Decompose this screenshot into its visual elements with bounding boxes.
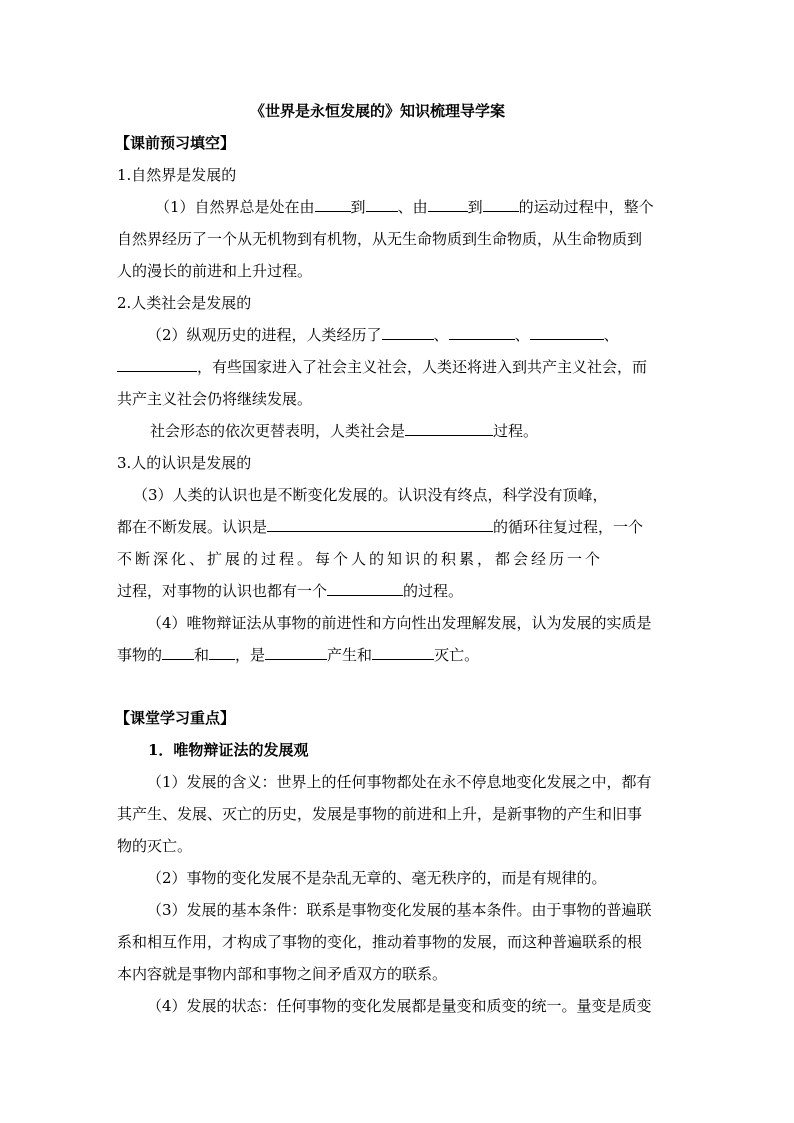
section-heading-class: 【课堂学习重点】	[115, 709, 236, 727]
paragraph-cognition-line1: （3）人类的认识也是不断变化发展的。认识没有终点，科学没有顶峰，	[133, 486, 608, 504]
fill-blank[interactable]	[382, 325, 434, 340]
paragraph-condition-line3: 本内容就是事物内部和事物之间矛盾双方的联系。	[117, 965, 448, 983]
paragraph-essence-line2	[117, 645, 479, 665]
text: 到	[467, 198, 483, 216]
text: 事物的	[117, 646, 163, 664]
paragraph-cognition-line2	[117, 517, 643, 537]
fill-blank[interactable]	[267, 517, 493, 532]
fill-blank[interactable]	[162, 645, 194, 660]
paragraph-nature-line3: 人的漫长的前进和上升过程。	[117, 262, 313, 280]
paragraph-society-form	[150, 421, 538, 441]
fill-blank[interactable]	[265, 645, 327, 660]
paragraph-cognition-line3: 不断深化、扩展的过程。每个人的知识的积累，都会经历一个	[117, 550, 604, 568]
text: 、	[514, 326, 530, 344]
text: 产生和	[327, 646, 373, 664]
fill-blank[interactable]	[372, 645, 434, 660]
text: ，是	[235, 646, 266, 664]
paragraph-state-line1: （4）发展的状态：任何事物的变化发展都是量变和质变的统一。量变是质变	[147, 997, 652, 1015]
paragraph-society-line2	[117, 357, 647, 377]
fill-blank[interactable]	[405, 421, 493, 436]
section-heading-preview: 【课前预习填空】	[115, 134, 236, 152]
text: （1）自然界总是处在由	[155, 198, 315, 216]
paragraph-meaning-line1: （1）发展的含义：世界上的任何事物都处在永不停息地变化发展之中，都有	[147, 773, 652, 791]
text: 、	[603, 326, 619, 344]
subsection-heading-nature: 1.自然界是发展的	[117, 166, 237, 184]
text: 的运动过程中，整个	[518, 198, 654, 216]
text: 过程。	[493, 422, 539, 440]
text: 都在不断发展。认识是	[117, 518, 268, 536]
fill-blank[interactable]	[428, 197, 468, 212]
text: 、	[433, 326, 449, 344]
fill-blank[interactable]	[530, 325, 604, 340]
text: 灭亡。	[434, 646, 480, 664]
page-title: 《世界是永恒发展的》知识梳理导学案	[250, 102, 506, 120]
paragraph-nature-line1	[155, 197, 654, 217]
paragraph-meaning-line3: 物的灭亡。	[117, 837, 193, 855]
paragraph-nature-line2: 自然界经历了一个从无机物到有机物，从无生命物质到生命物质，从生命物质到	[117, 230, 643, 248]
fill-blank[interactable]	[209, 645, 235, 660]
subsection-heading-development-view: 1．唯物辩证法的发展观	[148, 741, 309, 759]
paragraph-society-line1	[147, 325, 619, 345]
text: ，有些国家进入了社会主义社会，人类还将进入到共产主义社会，而	[197, 358, 648, 376]
paragraph-condition-line1: （3）发展的基本条件：联系是事物变化发展的基本条件。由于事物的普遍联	[147, 901, 652, 919]
text: 的过程。	[403, 582, 464, 600]
text: 过程，对事物的认识也都有一个	[117, 582, 328, 600]
fill-blank[interactable]	[327, 581, 403, 596]
fill-blank[interactable]	[366, 197, 398, 212]
subsection-heading-cognition: 3.人的认识是发展的	[117, 454, 252, 472]
paragraph-essence-line1: （4）唯物辩证法从事物的前进性和方向性出发理解发展，认为发展的实质是	[147, 614, 652, 632]
paragraph-regularity: （2）事物的变化发展不是杂乱无章的、毫无秩序的，而是有规律的。	[147, 869, 607, 887]
paragraph-society-line3: 共产主义社会仍将继续发展。	[117, 390, 313, 408]
fill-blank[interactable]	[483, 197, 519, 212]
text: 和	[194, 646, 210, 664]
paragraph-condition-line2: 系和相互作用，才构成了事物的变化，推动着事物的发展，而这种普遍联系的根	[117, 933, 643, 951]
text: 社会形态的依次更替表明，人类社会是	[150, 422, 406, 440]
text: （2）纵观历史的进程，人类经历了	[147, 326, 382, 344]
fill-blank[interactable]	[449, 325, 515, 340]
text: 的循环往复过程，一个	[493, 518, 644, 536]
text: 、由	[397, 198, 428, 216]
subsection-heading-society: 2.人类社会是发展的	[117, 294, 252, 312]
fill-blank[interactable]	[117, 357, 197, 372]
paragraph-cognition-line4	[117, 581, 463, 601]
fill-blank[interactable]	[315, 197, 351, 212]
paragraph-meaning-line2: 其产生、发展、灭亡的历史，发展是事物的前进和上升，是新事物的产生和旧事	[117, 805, 643, 823]
text: 到	[350, 198, 366, 216]
